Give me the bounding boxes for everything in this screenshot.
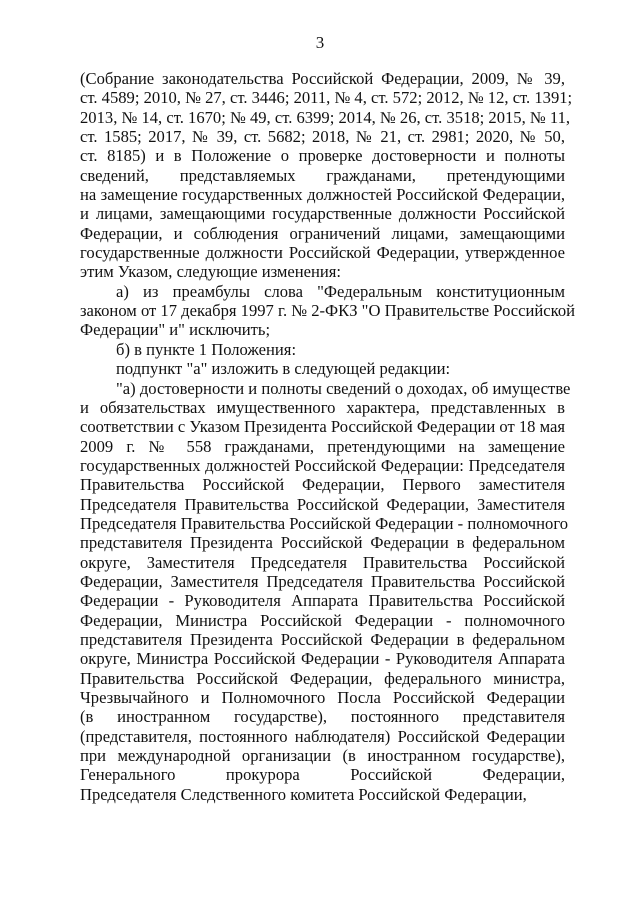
paragraph-line: ст. 1585; 2017, № 39, ст. 5682; 2018, № 21, ст. 2981; 2020, № 50, <box>80 127 565 147</box>
paragraph-line: государственных должностей Российской Федерации: Председателя <box>80 455 565 475</box>
paragraph-line: Федерации, и соблюдения ограничений лицами, замещающими <box>80 223 565 243</box>
paragraph-line: Правительства Российской Федерации, Первого заместителя <box>80 475 565 495</box>
paragraph-line: представителя Президента Российской Федерации в федеральном <box>80 533 565 553</box>
paragraph-line: представителя Президента Российской Федерации в федеральном <box>80 629 565 649</box>
paragraph-line: Чрезвычайного и Полномочного Посла Российской Федерации <box>80 688 565 707</box>
paragraph-line: сведений, представляемых гражданами, претендующими <box>80 165 565 185</box>
paragraph-line: 2013, № 14, ст. 1670; № 49, ст. 6399; 2014, № 26, ст. 3518; 2015, № 11, <box>80 107 571 127</box>
paragraph-line: Председателя Правительства Российской Федерации, Заместителя <box>80 494 565 514</box>
paragraph-line: Председателя Правительства Российской Федерации - полномочного <box>80 513 569 533</box>
paragraph-line: (в иностранном государстве), постоянного представителя <box>80 707 565 727</box>
document-body <box>80 69 576 804</box>
paragraph-line: "а) достоверности и полноты сведений о доходах, об имуществе <box>116 378 571 398</box>
paragraph-line: Председателя Следственного комитета Российской Федерации, <box>80 784 527 804</box>
paragraph-line: при международной организации (в иностранном государстве), <box>80 746 565 766</box>
paragraph-line: округе, Заместителя Председателя Правительства Российской <box>80 552 565 572</box>
paragraph-line: округе, Министра Российской Федерации - Руководителя Аппарата <box>80 649 565 669</box>
paragraph-line: законом от 17 декабря 1997 г. № 2-ФКЗ "О Правительстве Российской <box>80 301 576 321</box>
paragraph-line: (Собрание законодательства Российской Федерации, 2009, № 39, <box>80 69 565 88</box>
paragraph-line: Федерации - Руководителя Аппарата Правительства Российской <box>80 591 565 611</box>
paragraph-line: этим Указом, следующие изменения: <box>80 262 342 282</box>
paragraph-line: государственные должности Российской Федерации, утвержденное <box>80 243 565 263</box>
paragraph-line: и обязательствах имущественного характера, представленных в <box>80 397 565 417</box>
paragraph-line: а) из преамбулы слова "Федеральным конституционным <box>116 281 565 301</box>
paragraph-line: Генерального прокурора Российской Федерации, <box>80 765 565 785</box>
paragraph-line: Федерации, Заместителя Председателя Правительства Российской <box>80 571 565 591</box>
paragraph-line: Федерации" и" исключить; <box>80 320 271 340</box>
paragraph-line: б) в пункте 1 Положения: <box>116 339 297 359</box>
paragraph-line: и лицами, замещающими государственные должности Российской <box>80 204 565 224</box>
paragraph-line: (представителя, постоянного наблюдателя) Российской Федерации <box>80 726 565 746</box>
paragraph-line: Федерации, Министра Российской Федерации - полномочного <box>80 610 565 630</box>
page-number: 3 <box>315 33 325 52</box>
paragraph-line: 2009 г. № 558 гражданами, претендующими на замещение <box>80 436 565 456</box>
paragraph-line: ст. 4589; 2010, № 27, ст. 3446; 2011, № 4, ст. 572; 2012, № 12, ст. 1391; <box>80 88 573 108</box>
paragraph <box>80 378 571 805</box>
paragraph-line: Правительства Российской Федерации, федерального министра, <box>80 668 565 688</box>
paragraph <box>80 69 573 282</box>
paragraph-line: на замещение государственных должностей Российской Федерации, <box>80 185 565 205</box>
paragraph-line: ст. 8185) и в Положение о проверке достоверности и полноты <box>80 146 565 166</box>
paragraph <box>80 359 565 378</box>
paragraph <box>80 340 565 359</box>
paragraph-line: соответствии с Указом Президента Российской Федерации от 18 мая <box>80 417 565 437</box>
paragraph-line: подпункт "а" изложить в следующей редакции: <box>116 359 451 379</box>
paragraph <box>80 281 576 340</box>
